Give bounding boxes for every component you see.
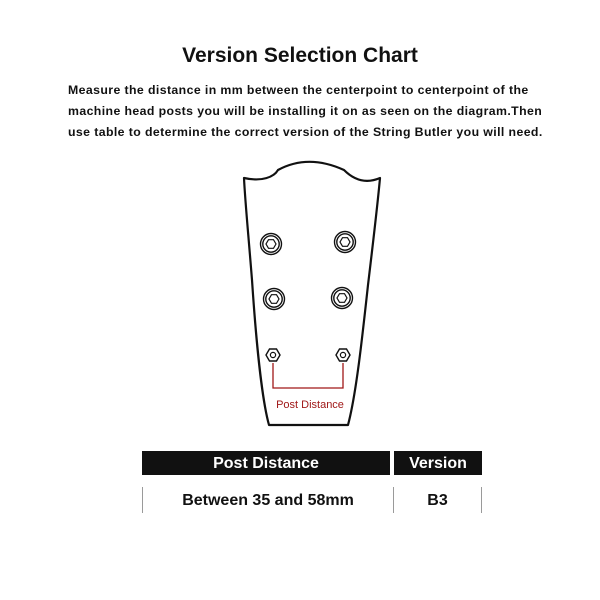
tuner-post-icon	[261, 234, 282, 255]
post-distance-label: Post Distance	[276, 399, 344, 411]
cell-post-distance: Between 35 and 58mm	[142, 487, 394, 513]
header-post-distance: Post Distance	[142, 451, 390, 475]
cell-version: B3	[394, 487, 482, 513]
tuner-post-icon	[332, 288, 353, 309]
tuner-post-icon	[264, 289, 285, 310]
tuner-post-icon	[335, 232, 356, 253]
header-version: Version	[394, 451, 482, 475]
tuner-post-icon	[266, 349, 280, 361]
instructions-text: Measure the distance in mm between the centerpoint to centerpoint of the machine head posts you will be installing it on as seen on the diagram.Then use table to determine the correct version of the String Butler you will need.	[68, 83, 543, 139]
tuner-post-icon	[336, 349, 350, 361]
post-distance-bracket	[273, 363, 343, 388]
table-header-row	[142, 451, 482, 475]
table-row	[142, 487, 482, 513]
page-title: Version Selection Chart	[182, 44, 418, 67]
version-table	[142, 451, 482, 509]
